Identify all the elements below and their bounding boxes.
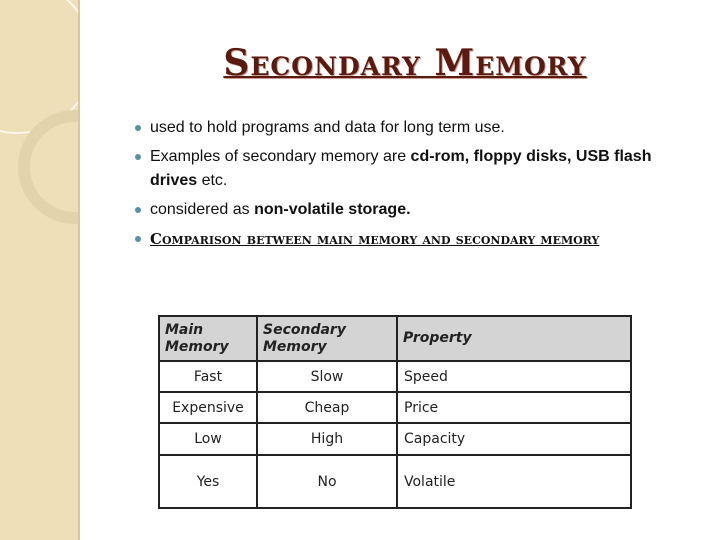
bullet-bold-text: cd-rom, floppy disks, USB flash drives [150,148,652,189]
table-cell: Expensive [159,392,257,423]
table-cell: Fast [159,361,257,392]
table-cell: Price [397,392,631,423]
header-property: Property [397,316,631,361]
table-row [159,392,631,423]
bullet-list [132,116,672,257]
decorative-side-panel [0,0,80,540]
bullet-item [132,145,672,193]
bullet-icon [135,207,141,213]
table-row [159,423,631,455]
table-cell: Capacity [397,423,631,455]
bullet-text: etc. [197,172,228,189]
table-row [159,361,631,392]
table-cell: Volatile [397,455,631,508]
bullet-item [132,116,672,140]
table-cell: High [257,423,397,455]
header-main-memory: Main Memory [159,316,257,361]
bullet-item [132,227,672,252]
table-cell: Yes [159,455,257,508]
table-cell: Speed [397,361,631,392]
table-header-row [159,316,631,361]
bullet-text: used to hold programs and data for long term use. [150,119,505,136]
bullet-icon [135,236,141,242]
comparison-heading: Comparison between main memory and secondary memory [150,230,600,248]
table-cell: Cheap [257,392,397,423]
table-cell: Slow [257,361,397,392]
bullet-text: Examples of secondary memory are [150,148,411,165]
bullet-item [132,198,672,222]
bullet-bold-text: non-volatile storage. [254,201,411,218]
table-row [159,455,631,508]
bullet-text: considered as [150,201,255,218]
comparison-table [158,315,632,509]
header-secondary-memory: Secondary Memory [257,316,397,361]
table-cell: Low [159,423,257,455]
bullet-icon [135,125,141,131]
slide-title: Secondary Memory [223,42,587,84]
bullet-icon [135,154,141,160]
table-cell: No [257,455,397,508]
